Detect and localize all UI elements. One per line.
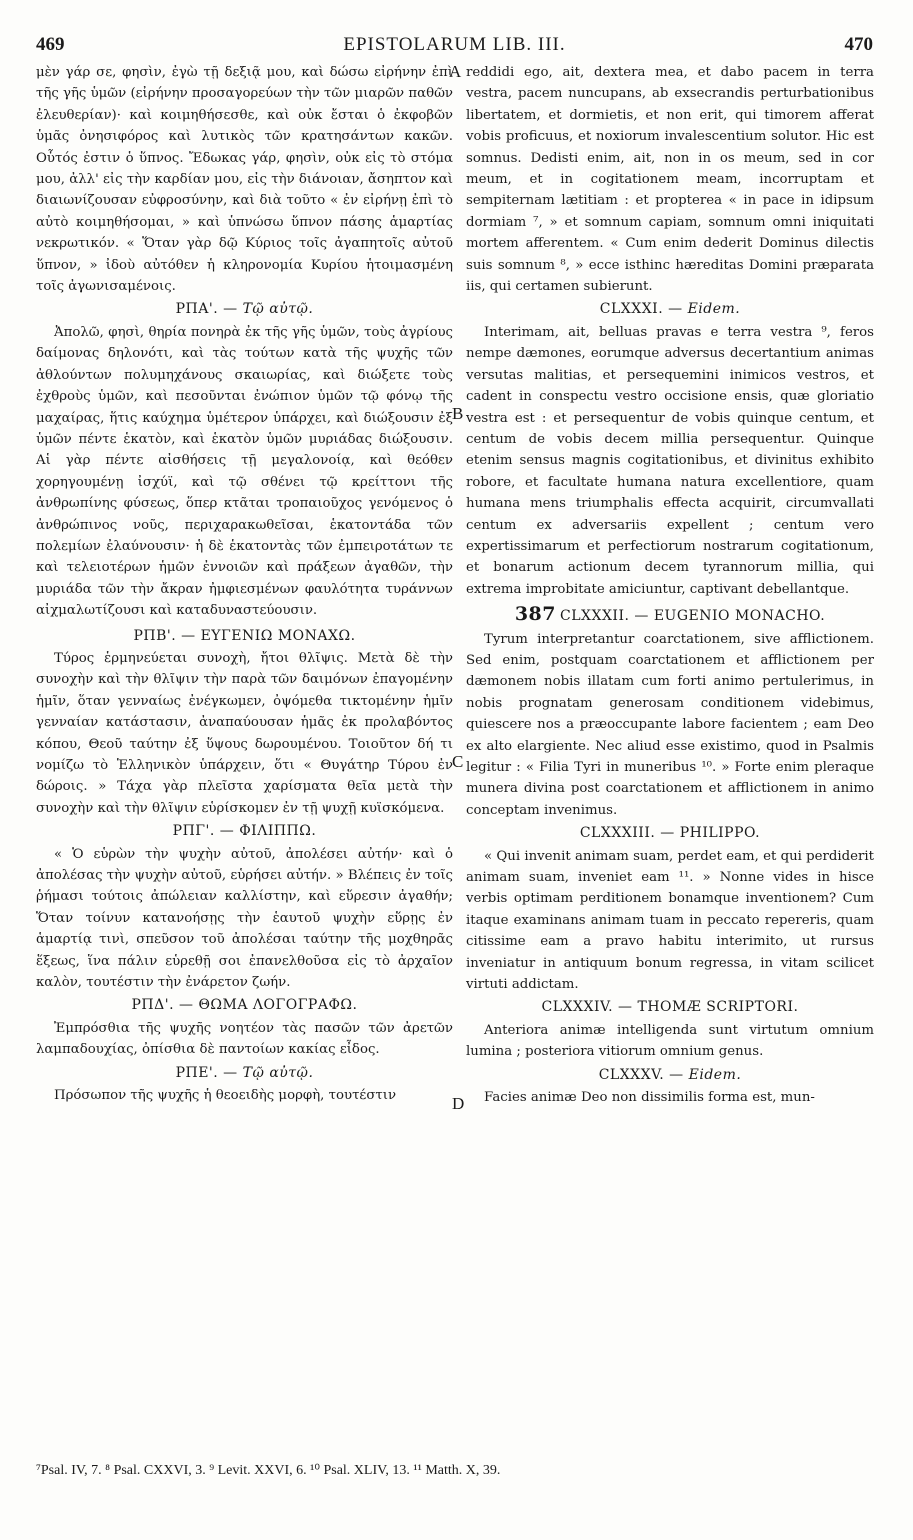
latin-paragraph: Interimam, ait, belluas pravas e terra vestra ⁹, feros nempe dæmones, eorumque adversus decertantium animas versutas malitias, et persequemini inimicos vestros, et cadent in conspectu vestro occisione ensis, quæ gloriatio vestra est : et persequentur de vobis quinque centum, et centum de vobis decem millia persequentur. Quinque etenim sensus magnis cogitationibus, et divinitus exhibito robore, et facultate humana natura excellentiore, quam humana mens triumphalis effecta acquirit, circumvallati centum ex adversariis expellent ; centum vero expertissimarum et perfectiorum nostrarum cogitationum, et bonarum actionum decem tyrannorum millia, qui extrema improbitate amiciuntur, captivant debellantque. xyxy=(466,324,874,597)
greek-column xyxy=(36,62,453,1107)
latin-section-heading: CLXXXIV. — THOMÆ SCRIPTORI. xyxy=(541,999,799,1016)
greek-section-heading xyxy=(36,299,453,320)
footnotes: ⁷Psal. IV, 7. ⁸ Psal. CXXVI, 3. ⁹ Levit. XXVI, 6. ¹⁰ Psal. XLIV, 13. ¹¹ Matth. X, 39. xyxy=(36,1463,501,1478)
greek-paragraph: Πρόσωπον τῆς ψυχῆς ἡ θεοειδὴς μορφὴ, τουτέστιν xyxy=(54,1088,397,1104)
latin-paragraph: « Qui invenit animam suam, perdet eam, et qui perdiderit animam suam, inveniet eam ¹¹. » Nonne vides in hisce verbis optimam perditionem bonamque inventionem? Cum itaque examinans animam tuam in peccato repereris, quam citissime eam a pravo habitu interimito, ut rursus inveniatur in antiquum bonum regressa, in vitam scilicet virtuti addictam. xyxy=(466,848,874,993)
greek-paragraph: μὲν γάρ σε, φησὶν, ἐγὼ τῇ δεξιᾷ μου, καὶ δώσω εἰρήνην ἐπὶ τῆς γῆς ὑμῶν (εἰρήνην προσαγορεύων τὴν τῶν μιαρῶν παθῶν ἐλευθερίαν)· καὶ κοιμηθήσεσθε, καὶ οὐκ ἔσται ὁ ἐκφοβῶν ὑμᾶς ὀνησιφόρος καὶ λυτικὸς τῶν κρατησάντων κακῶν. Οὗτός ἐστιν ὁ ὕπνος. Ἔδωκας γάρ, φησὶν, οὐκ εἰς τὸ στόμα μου, ἀλλ' εἰς τὴν καρδίαν μου, εἰς τὴν διάνοιαν, ἄσηπτον καὶ διαιωνίζουσαν εὐφροσύνην, καὶ διὰ τοῦτο « ἐν εἰρήνῃ ἐπὶ τὸ αὐτὸ κοιμηθήσομαι, » καὶ ὑπνώσω ὕπνον πάσης ἁμαρτίας νεκρωτικόν. « Ὅταν γὰρ δῷ Κύριος τοῖς ἀγαπητοῖς αὐτοῦ ὕπνον, » ἰδοὺ αὐτόθεν ἡ κληρονομία Κυρίου ἡτοιμασμένη τοῖς ἀγωνισαμένοις. xyxy=(36,65,454,295)
latin-paragraph: Tyrum interpretantur coarctationem, sive afflictionem. Sed enim, postquam coarctationem et afflictionem per dæmonem nobis illatam cum forti animo pertulerimus, in nobis prognatam generosam conditionem videbimus, quiescere nos a præoccupante labore facientem ; eam Deo ex alto elargiente. Nec aliud esse existimo, quod in Psalmis legitur : « Filia Tyri in muneribus ¹⁰. » Forte enim pleraque munera divina post coarctationem et afflictionem in animo conceptam invenimus. xyxy=(466,631,874,818)
column-number: 387 xyxy=(514,603,556,626)
margin-marker-c: C xyxy=(452,752,464,771)
running-title: EPISTOLARUM LIB. III. xyxy=(343,34,566,55)
page-number-left: 469 xyxy=(36,34,65,55)
heading-number: CLXXXI. — xyxy=(599,301,688,318)
greek-section-heading xyxy=(36,1063,453,1084)
heading-number: CLXXXV. — xyxy=(598,1066,689,1083)
latin-column xyxy=(466,62,874,1109)
greek-paragraph: Ἐμπρόσθια τῆς ψυχῆς νοητέον τὰς πασῶν τῶν ἀρετῶν λαμπαδουχίας, ὀπίσθια δὲ παντοίων κακίας εἶδος. xyxy=(36,1020,453,1058)
latin-section-heading xyxy=(466,1065,874,1086)
latin-paragraph: Facies animæ Deo non dissimilis forma est, mun- xyxy=(484,1090,815,1106)
running-header xyxy=(36,34,873,58)
latin-section-heading xyxy=(466,604,874,627)
page-number-right: 470 xyxy=(844,34,873,55)
margin-marker-b: B xyxy=(452,404,464,423)
heading-recipient: Τῷ αὐτῷ. xyxy=(242,301,314,318)
latin-section-heading xyxy=(466,299,874,320)
margin-marker-a: A xyxy=(449,62,462,81)
heading-title: CLXXXII. — EUGENIO MONACHO. xyxy=(560,608,826,625)
latin-section-heading: CLXXXIII. — PHILIPPO. xyxy=(579,825,761,842)
heading-recipient: Eidem. xyxy=(687,301,741,318)
heading-number: ΡΠΑ'. — xyxy=(175,301,243,318)
greek-section-heading: ΡΠΓ'. — ΦΙΛΙΠΠΩ. xyxy=(172,823,317,840)
heading-number: ΡΠΕ'. — xyxy=(175,1064,243,1081)
greek-paragraph: Τύρος ἑρμηνεύεται συνοχὴ, ἤτοι θλῖψις. Μετὰ δὲ τὴν συνοχὴν καὶ τὴν θλῖψιν τὴν παρὰ τῶν δαιμόνων ἐπαγομένην ἡμῖν, ὅταν γενναίως ἐνέγκωμεν, ὀψόμεθα τικτομένην ἡμῖν γενναίαν κατάστασιν, ἀναπαύουσαν ἡμᾶς ἐκ προλαβόντος κόπου, Θεοῦ ταύτην ἐξ ὕψους δωρουμένου. Τοιοῦτον δή τι νομίζω τὸ Ἑλληνικὸν ὑπάρχειν, ὅτι « Θυγάτηρ Τύρου ἐν δώροις. » Τάχα γὰρ πλεῖστα χαρίσματα θεῖα μετὰ τὴν συνοχὴν καὶ τὴν θλῖψιν εὑρίσκομεν ἐν τῇ ψυχῇ κυϊσκόμενα. xyxy=(36,650,453,816)
greek-section-heading: ΡΠΒ'. — ΕΥΓΕΝΙΩ ΜΟΝΑΧΩ. xyxy=(133,627,356,644)
heading-recipient: Eidem. xyxy=(688,1066,742,1083)
greek-paragraph: « Ὁ εὑρὼν τὴν ψυχὴν αὐτοῦ, ἀπολέσει αὐτήν· καὶ ὁ ἀπολέσας τὴν ψυχὴν αὐτοῦ, εὑρήσει αὐτήν. » Βλέπεις ἐν τοῖς ῥήμασι τούτοις ἀπώλειαν καλλίστην, καὶ εὕρεσιν ἀγαθήν; Ὅταν τοίνυν κατανοήσῃς τὴν ἑαυτοῦ ψυχὴν εὕρῃς ἐν ἁμαρτίᾳ τινὶ, σπεῦσον τοῦ ἀπολέσαι ταύτην τῆς μοχθηρᾶς ἕξεως, ἵνα πάλιν εὑρεθῇ σοι ἐπανελθοῦσα εἰς τὸ ἀρχαῖον καλὸν, τουτέστιν τὴν ἐνάρετον ζωήν. xyxy=(36,846,453,991)
margin-marker-d: D xyxy=(452,1094,465,1113)
latin-paragraph: Anteriora animæ intelligenda sunt virtutum omnium lumina ; posteriora vitiorum omnium genus. xyxy=(466,1022,874,1060)
greek-section-heading: ΡΠΔ'. — ΘΩΜΑ ΛΟΓΟΓΡΑΦΩ. xyxy=(131,997,358,1014)
heading-recipient: Τῷ αὐτῷ. xyxy=(242,1064,314,1081)
latin-paragraph: reddidi ego, ait, dextera mea, et dabo pacem in terra vestra, pacem nuncupans, ab exsecrandis perturbationibus libertatem, et dormietis, et non erit, qui timorem afferat vobis proficuus, et noxiorum invalescentium solutor. Hic est somnus. Dedisti enim, ait, non in os meum, sed in cor meum, et in cogitationem meam, incorruptam et sempiternam lætitiam : et propterea « in pace in idipsum dormiam ⁷, » et somnum capiam, somnum omni iniquitati mortem afferentem. « Cum enim dederit Dominus dilectis suis somnum ⁸, » ecce isthinc hæreditas Domini præparata iis, qui certamen subierunt. xyxy=(466,65,874,295)
greek-paragraph: Ἀπολῶ, φησὶ, θηρία πονηρὰ ἐκ τῆς γῆς ὑμῶν, τοὺς ἀγρίους δαίμονας δηλονότι, καὶ τὰς τούτων κατὰ τῆς ψυχῆς τῶν ἀθλούντων πολυμηχάνους σκαιωρίας, καὶ διώξετε τοὺς ἐχθροὺς ὑμῶν, καὶ πεσοῦνται ἐνώπιον ὑμῶν τῷ φόνῳ τῆς μαχαίρας, ἥτις καύχημα ὑμέτερον ὑπάρχει, καὶ διώξουσιν ἐξ ὑμῶν πέντε ἑκατὸν, καὶ ἑκατὸν ὑμῶν μυριάδας διώξουσιν. Αἱ γὰρ πέντε αἰσθήσεις τῇ μεγαλονοίᾳ, καὶ θεόθεν χορηγουμένῃ ἰσχύϊ, καὶ τῷ σθένει τῷ κρείττονι τῆς ἀνθρωπίνης φύσεως, ὅπερ κτᾶται τροπαιοῦχος γενόμενος ὁ ἀνθρώπινος νοῦς, περιχαρακωθεῖσαι, ἑκατοντάδα τῶν πολεμίων ἐλαύνουσιν· ἡ δὲ ἑκατοντὰς τῶν ἐμπειροτάτων τε καὶ τελειοτέρων ἡμῶν ἐννοιῶν καὶ πράξεων ἀγαθῶν, τὴν μυριάδα τῶν τὴν ἄκραν ἠμφιεσμένων φαυλότητα τυράννων αἰχμαλωτίζουσι καὶ καταδυναστεύουσιν. xyxy=(36,324,453,619)
